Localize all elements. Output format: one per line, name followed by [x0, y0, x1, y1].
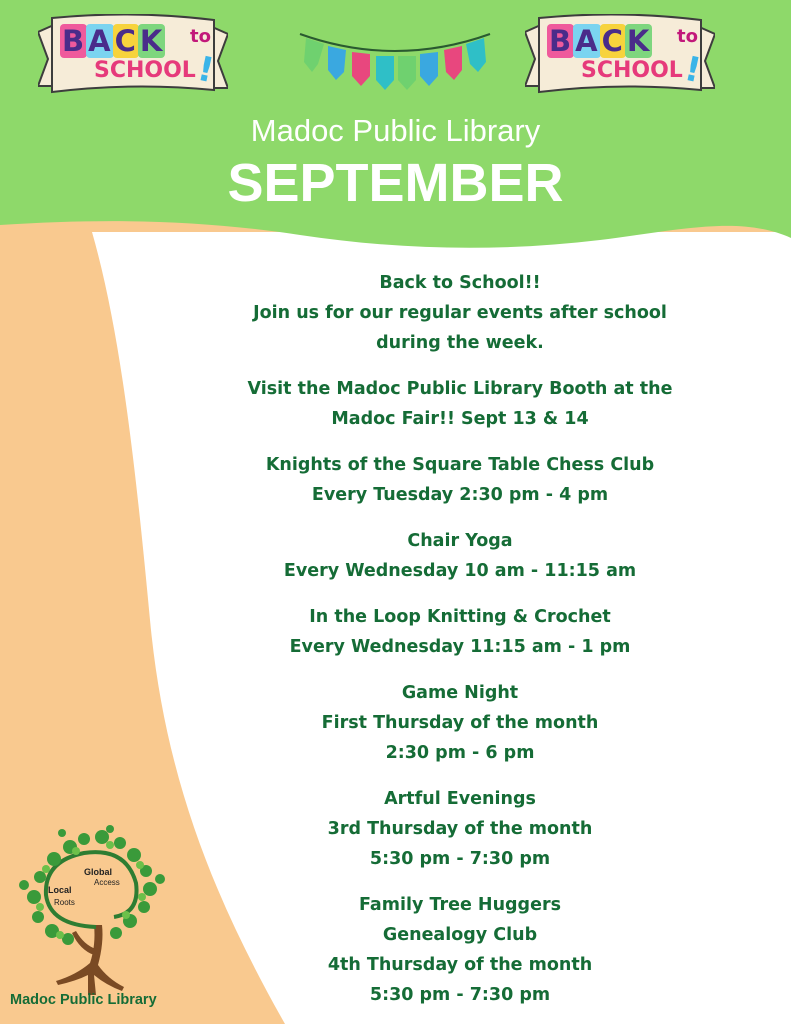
back-to-school-banner-left: [38, 14, 228, 96]
event-line: Back to School!!: [379, 273, 541, 293]
logo-roots: Roots: [54, 898, 75, 907]
event-back-to-school: [205, 268, 715, 358]
event-artful-evenings: [205, 784, 715, 874]
logo-caption: Madoc Public Library: [10, 992, 157, 1008]
event-genealogy-club: [205, 890, 715, 1010]
event-line: Visit the Madoc Public Library Booth at the: [247, 379, 673, 399]
event-line: 2:30 pm - 6 pm: [385, 743, 535, 763]
event-line: Family Tree Huggers: [358, 895, 562, 915]
event-line: Chair Yoga: [407, 531, 513, 551]
event-line: Every Wednesday 10 am - 11:15 am: [283, 561, 637, 581]
school-word: SCHOOL: [94, 58, 196, 83]
exclamation-mark: !: [194, 48, 218, 92]
logo-global: Global: [84, 867, 113, 877]
event-list: [205, 268, 715, 1010]
logo-access: Access: [94, 878, 120, 887]
event-knitting: [205, 602, 715, 662]
event-line: 4th Thursday of the month: [327, 955, 593, 975]
back-word: B A C K: [549, 24, 651, 58]
back-to-school-banner-right: [525, 14, 715, 96]
event-line: Every Tuesday 2:30 pm - 4 pm: [311, 485, 609, 505]
logo-local: Local: [48, 885, 72, 895]
event-line: Join us for our regular events after school: [253, 303, 667, 323]
school-word: SCHOOL: [581, 58, 683, 83]
month-title: SEPTEMBER: [227, 153, 564, 213]
event-line: First Thursday of the month: [321, 713, 599, 733]
event-chess-club: [205, 450, 715, 510]
event-line: Genealogy Club: [382, 925, 538, 945]
event-line: 5:30 pm - 7:30 pm: [369, 985, 551, 1005]
event-chair-yoga: [205, 526, 715, 586]
pencil-garland-icon: [298, 20, 492, 96]
event-madoc-fair: [205, 374, 715, 434]
to-word: to: [190, 26, 211, 47]
event-game-night: [205, 678, 715, 768]
library-tree-logo-icon: [10, 825, 170, 995]
event-line: Artful Evenings: [384, 789, 536, 809]
event-line: 3rd Thursday of the month: [327, 819, 593, 839]
back-word: B A C K: [62, 24, 164, 58]
event-line: 5:30 pm - 7:30 pm: [369, 849, 551, 869]
event-line: Knights of the Square Table Chess Club: [265, 455, 655, 475]
library-name: Madoc Public Library: [250, 113, 541, 148]
event-line: Every Wednesday 11:15 am - 1 pm: [289, 637, 631, 657]
event-line: In the Loop Knitting & Crochet: [309, 607, 611, 627]
to-word: to: [677, 26, 698, 47]
exclamation-mark: !: [681, 48, 705, 92]
event-line: Madoc Fair!! Sept 13 & 14: [331, 409, 589, 429]
event-line: Game Night: [401, 683, 519, 703]
event-line: during the week.: [376, 333, 544, 353]
